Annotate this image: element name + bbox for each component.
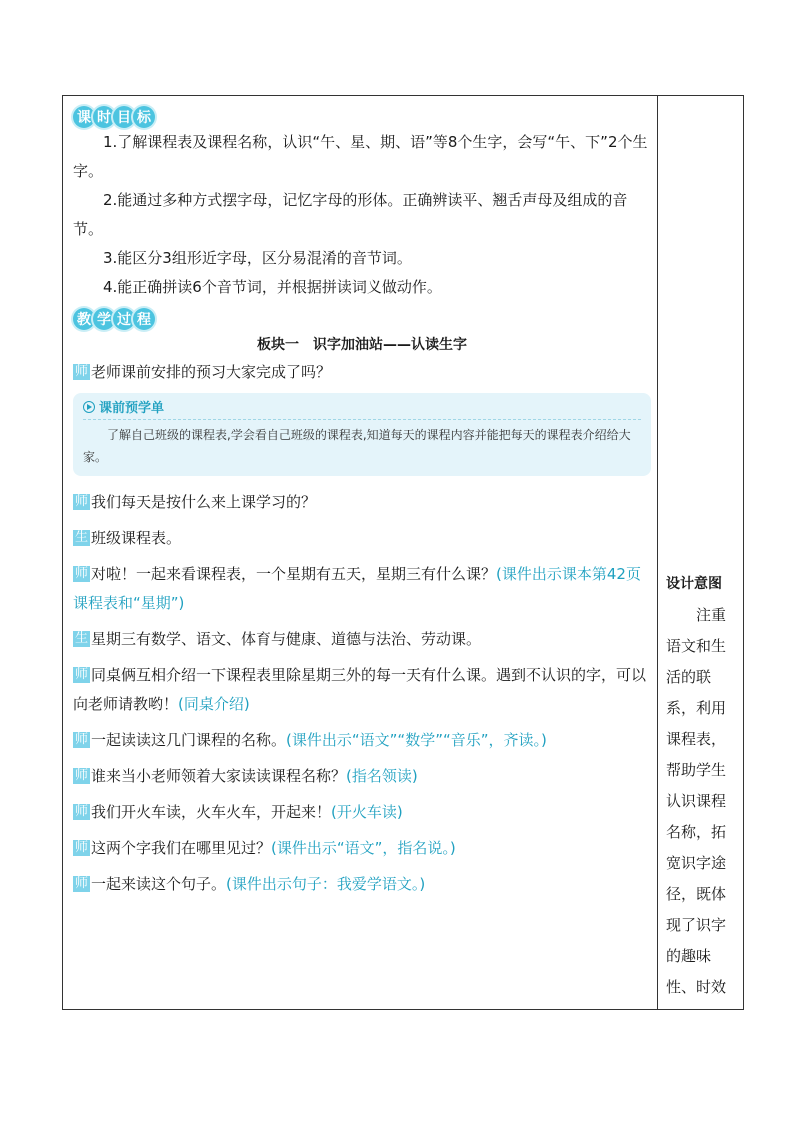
dialogue-line xyxy=(73,661,651,719)
teacher-role-tag: 师 xyxy=(75,364,89,379)
prep-box-title: 课前预学单 xyxy=(99,401,165,416)
dialogue-line xyxy=(73,524,651,553)
design-intent-column xyxy=(666,569,736,1003)
stage-note: (课件出示“语文”，指名说。) xyxy=(271,839,456,857)
dialogue-text: 班级课程表。 xyxy=(91,529,182,547)
process-badge-char: 过 xyxy=(113,308,135,330)
dialogue-text: 一起来读这个句子。 xyxy=(91,875,227,893)
teacher-role-tag: 师 xyxy=(75,667,89,682)
teacher-role-tag: 师 xyxy=(75,494,89,509)
stage-note: (课件出示“语文”“数学”“音乐”，齐读。) xyxy=(286,731,547,749)
student-role-tag: 生 xyxy=(75,631,89,646)
dialogue-text: 对啦！一起来看课程表，一个星期有五天，星期三有什么课？ xyxy=(91,565,497,583)
stage-note: (课件出示句子：我爱学语文。) xyxy=(226,875,426,893)
play-icon xyxy=(83,401,95,413)
dialogue-line xyxy=(73,762,651,791)
prep-box-body: 了解自己班级的课程表,学会看自己班级的课程表,知道每天的课程内容并能把每天的课程表介绍给大家。 xyxy=(83,428,631,464)
process-badge-char: 程 xyxy=(133,308,155,330)
dialogue-text: 谁来当小老师领着大家读读课程名称？ xyxy=(91,767,347,785)
teacher-role-tag: 师 xyxy=(75,876,89,891)
dialogue-text: 这两个字我们在哪里见过？ xyxy=(91,839,272,857)
process-badge-char: 学 xyxy=(93,308,115,330)
goal-item: 2.能通过多种方式摆字母，记忆字母的形体。正确辨读平、翘舌声母及组成的音节。 xyxy=(73,191,628,238)
dialogue-line xyxy=(73,560,651,618)
process-badge xyxy=(73,308,153,330)
goal-item: 4.能正确拼读6个音节词，并根据拼读词义做动作。 xyxy=(103,278,442,296)
dialogue-text: 我们开火车读，火车火车，开起来！ xyxy=(91,803,332,821)
design-intent-title: 设计意图 xyxy=(666,576,722,592)
dialogue-text: 同桌俩互相介绍一下课程表里除星期三外的每一天有什么课。遇到不认识的字，可以向老师请教哟！ xyxy=(73,666,647,713)
stage-note: (同桌介绍) xyxy=(178,695,250,713)
dialogue-line xyxy=(73,488,651,517)
dialogue-line xyxy=(73,798,651,827)
section-title: 板块一 识字加油站——认读生字 xyxy=(257,337,467,353)
dialogue-list xyxy=(73,488,651,906)
teacher-role-tag: 师 xyxy=(75,566,89,581)
student-role-tag: 生 xyxy=(75,530,89,545)
dialogue-text: 我们每天是按什么来上课学习的？ xyxy=(91,493,317,511)
goal-item: 1.了解课程表及课程名称，认识“午、星、期、语”等8个生字，会写“午、下”2个生字。 xyxy=(73,133,648,180)
process-badge-char: 教 xyxy=(73,308,95,330)
dialogue-line xyxy=(73,870,651,899)
goal-item: 3.能区分3组形近字母，区分易混淆的音节词。 xyxy=(103,249,412,267)
stage-note: (课件出示课本第42页课程表和“星期”) xyxy=(73,565,641,612)
column-divider xyxy=(657,96,658,1009)
stage-note: (开火车读) xyxy=(331,803,403,821)
teacher-role-tag: 师 xyxy=(75,732,89,747)
teacher-role-tag: 师 xyxy=(75,804,89,819)
design-intent-body: 注重语文和生活的联系，利用课程表，帮助学生认识课程名称，拓宽识字途径，既体现了识字的趣味性、时效 xyxy=(666,606,727,996)
goals-badge-char: 课 xyxy=(73,106,95,128)
dialogue-line xyxy=(73,625,651,654)
goals-badge-char: 标 xyxy=(133,106,155,128)
lesson-table xyxy=(62,95,744,1010)
dialogue-text: 一起读读这几门课程的名称。 xyxy=(91,731,287,749)
dialogue-text: 星期三有数学、语文、体育与健康、道德与法治、劳动课。 xyxy=(91,630,482,648)
teacher-role-tag: 师 xyxy=(75,768,89,783)
main-column xyxy=(73,106,651,906)
dialogue-line xyxy=(73,358,651,387)
goals-badge-char: 时 xyxy=(93,106,115,128)
dialogue-line xyxy=(73,834,651,863)
dialogue-text: 老师课前安排的预习大家完成了吗？ xyxy=(91,363,332,381)
dialogue-line xyxy=(73,726,651,755)
stage-note: (指名领读) xyxy=(346,767,418,785)
prep-box xyxy=(73,393,651,476)
goals-badge xyxy=(73,106,153,128)
teacher-role-tag: 师 xyxy=(75,840,89,855)
prep-box-header xyxy=(83,397,641,420)
goals-badge-char: 目 xyxy=(113,106,135,128)
